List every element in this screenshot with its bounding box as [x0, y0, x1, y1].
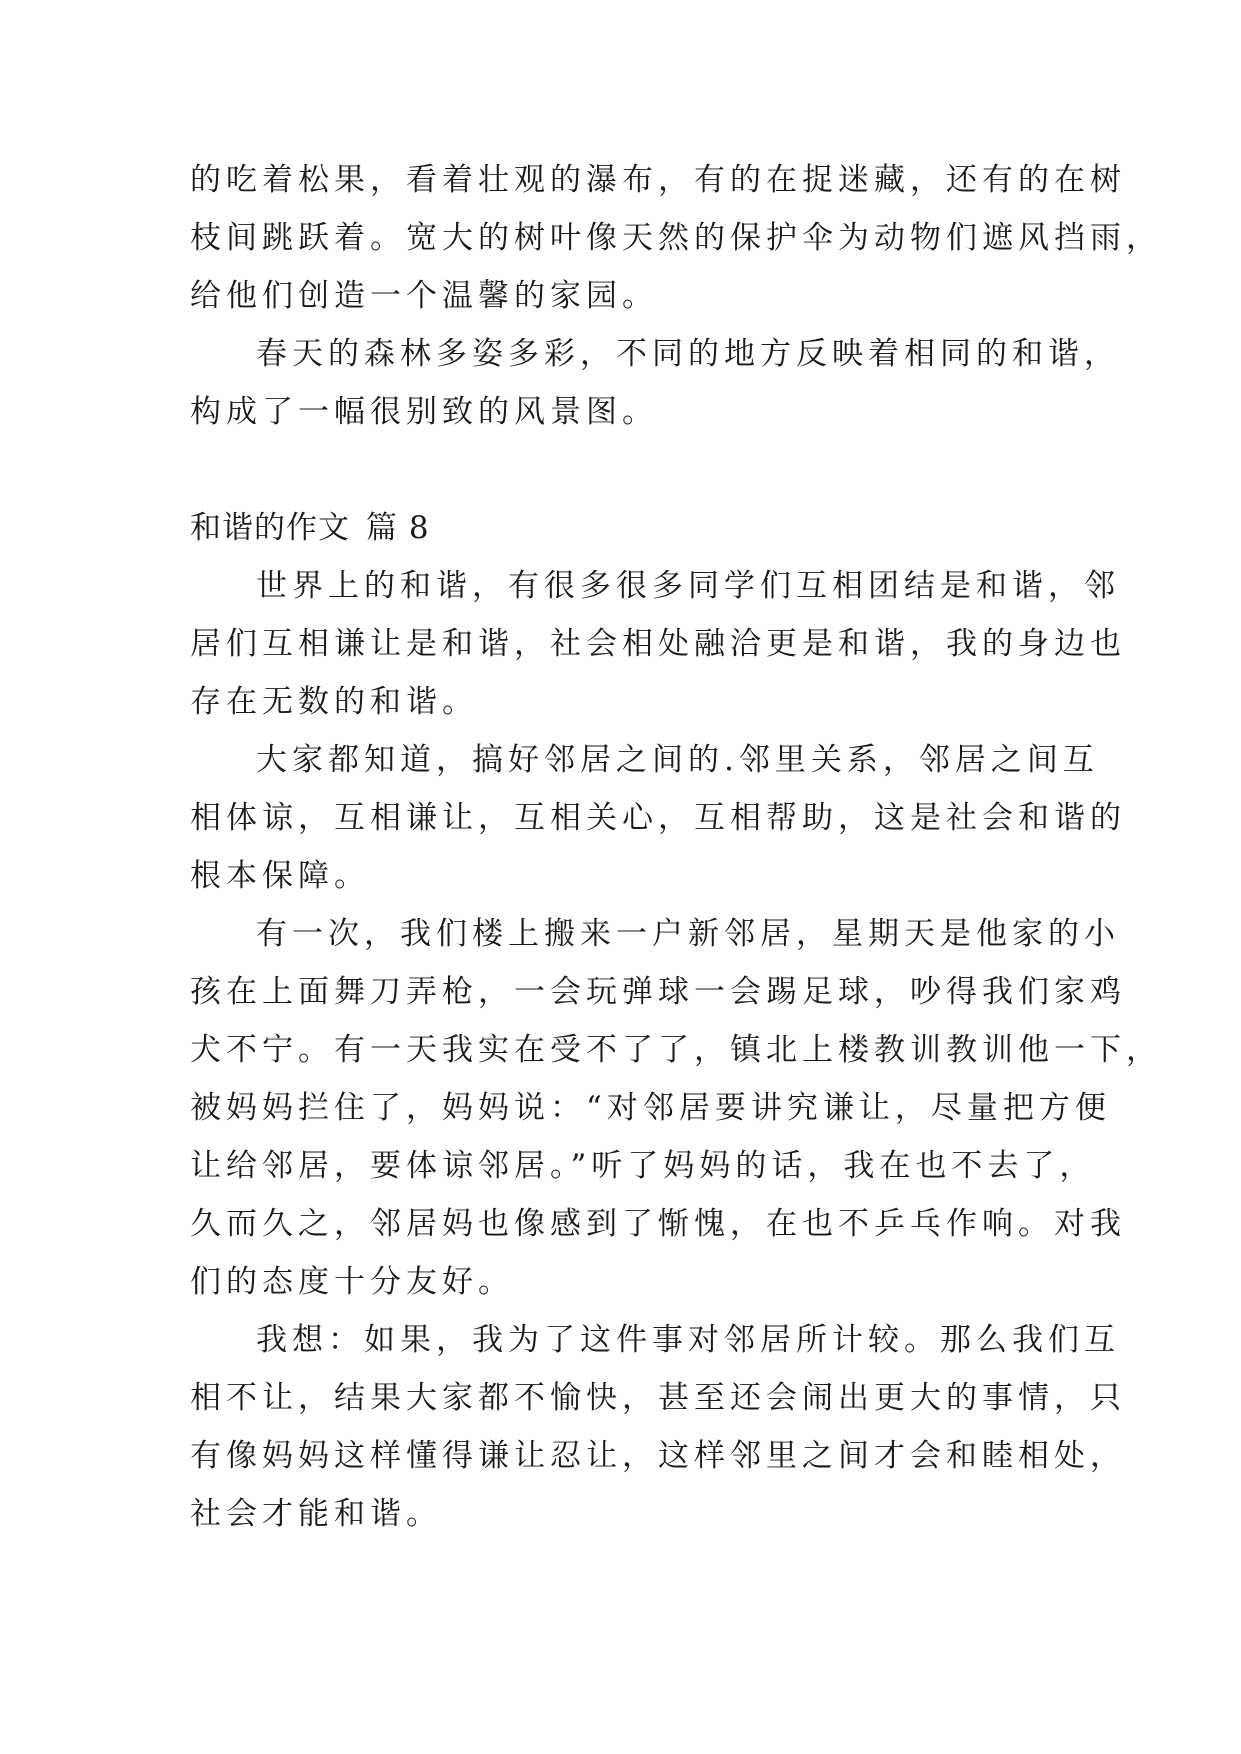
text-line: 世界上的和谐，有很多很多同学们互相团结是和谐，邻: [256, 568, 1120, 604]
text-line: 居们互相谦让是和谐，社会相处融洽更是和谐，我的身边也: [190, 626, 1126, 662]
text-line: 春天的森林多姿多彩，不同的地方反映着相同的和谐，: [256, 336, 1120, 372]
section-title: 和谐的作文: [190, 510, 350, 546]
text-line: 大家都知道，搞好邻居之间的.邻里关系，邻居之间互: [256, 742, 1099, 778]
text-line: 被妈妈拦住了，妈妈说：“对邻居要讲究谦让，尽量把方便: [190, 1090, 1111, 1126]
text-line: 相不让，结果大家都不愉快，甚至还会闹出更大的事情，只: [190, 1380, 1126, 1416]
text-line: 存在无数的和谐。: [190, 684, 478, 720]
text-line: 孩在上面舞刀弄枪，一会玩弹球一会踢足球，吵得我们家鸡: [190, 974, 1126, 1010]
text-line: 让给邻居，要体谅邻居。”听了妈妈的话，我在也不去了，: [190, 1148, 1096, 1184]
text-line: 犬不宁。有一天我实在受不了了，镇北上楼教训教训他一下，: [190, 1032, 1162, 1068]
section-number: 篇 8: [366, 510, 430, 546]
text-line: 构成了一幅很别致的风景图。: [190, 394, 658, 430]
text-line: 枝间跳跃着。宽大的树叶像天然的保护伞为动物们遮风挡雨，: [190, 220, 1162, 256]
text-line: 相体谅，互相谦让，互相关心，互相帮助，这是社会和谐的: [190, 800, 1126, 836]
text-line: 给他们创造一个温馨的家园。: [190, 278, 658, 314]
text-line: 有一次，我们楼上搬来一户新邻居，星期天是他家的小: [256, 916, 1120, 952]
text-line: 们的态度十分友好。: [190, 1264, 514, 1300]
text-line: 的吃着松果，看着壮观的瀑布，有的在捉迷藏，还有的在树: [190, 162, 1126, 198]
text-line: 社会才能和谐。: [190, 1496, 442, 1532]
text-line: 有像妈妈这样懂得谦让忍让，这样邻里之间才会和睦相处，: [190, 1438, 1126, 1474]
section-heading: [190, 508, 430, 548]
text-line: 我想：如果，我为了这件事对邻居所计较。那么我们互: [256, 1322, 1120, 1358]
text-line: 久而久之，邻居妈也像感到了惭愧，在也不乒乓作响。对我: [190, 1206, 1126, 1242]
text-line: 根本保障。: [190, 858, 370, 894]
